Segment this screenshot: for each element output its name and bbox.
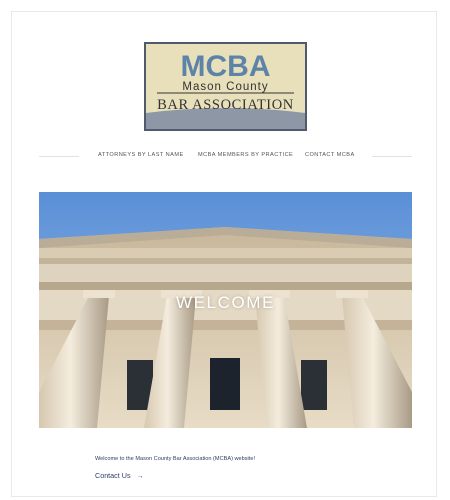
intro-text: Welcome to the Mason County Bar Association (MCBA) website! <box>95 456 256 462</box>
logo-secondary-text: Mason County <box>182 81 269 93</box>
arrow-right-icon: → <box>136 473 144 480</box>
logo-tertiary-text: BAR ASSOCIATION <box>157 97 294 113</box>
nav-divider-right <box>372 156 412 157</box>
logo-graphic <box>143 41 308 132</box>
mcba-logo[interactable] <box>143 41 308 132</box>
main-nav <box>12 150 437 164</box>
nav-attorneys-by-last-name[interactable]: ATTORNEYS BY LAST NAME <box>98 152 184 158</box>
contact-us-link[interactable] <box>95 471 144 480</box>
logo-primary-text: MCBA <box>180 50 271 83</box>
nav-members-by-practice[interactable]: MCBA MEMBERS BY PRACTICE <box>198 152 294 158</box>
hero-title: WELCOME <box>175 293 276 312</box>
hero-banner <box>39 192 412 428</box>
nav-contact-mcba[interactable]: CONTACT MCBA <box>305 152 355 158</box>
nav-divider-left <box>39 156 79 157</box>
page-frame <box>11 11 437 497</box>
contact-us-label: Contact Us <box>95 471 131 480</box>
